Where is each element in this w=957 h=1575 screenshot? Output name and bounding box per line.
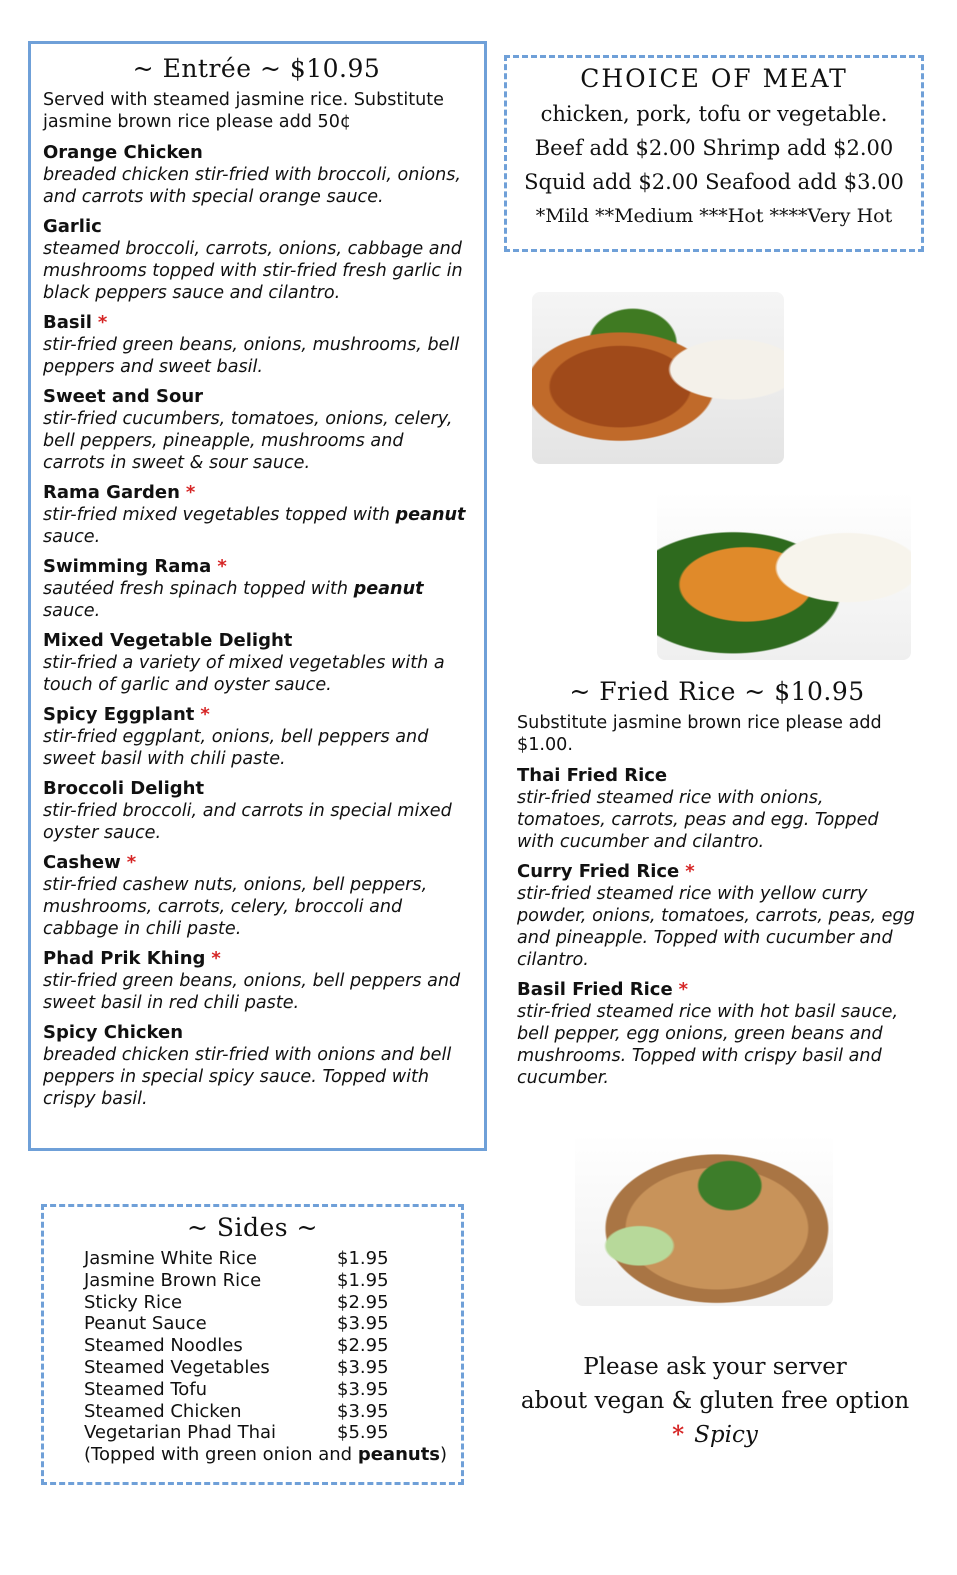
menu-item-description: stir-fried eggplant, onions, bell peppers and sweet basil with chili paste. <box>43 727 429 769</box>
menu-item-name <box>517 861 917 883</box>
menu-item-name <box>43 556 470 578</box>
menu-item-description: stir-fried a variety of mixed vegetables with a touch of garlic and oyster sauce. <box>43 653 445 695</box>
menu-item-name <box>43 778 470 800</box>
menu-item <box>43 482 470 548</box>
menu-item-name <box>517 979 917 1001</box>
menu-item-name <box>43 852 470 874</box>
food-photo-thai-fried-rice <box>575 1134 833 1306</box>
spicy-star-icon: * <box>217 556 227 577</box>
menu-item <box>43 556 470 622</box>
meat-upcharge-1: Beef add $2.00 Shrimp add $2.00 <box>534 136 894 160</box>
menu-item-name <box>43 948 470 970</box>
spicy-star-icon: * <box>185 482 196 503</box>
menu-item-name-text: Thai Fried Rice <box>517 765 668 786</box>
menu-item <box>43 852 470 940</box>
side-item <box>84 1270 461 1292</box>
menu-item <box>43 704 470 770</box>
menu-item-description <box>43 578 470 622</box>
menu-item <box>43 216 470 304</box>
menu-item-description: stir-fried cashew nuts, onions, bell peppers, mushrooms, carrots, celery, broccoli and cabbage in chili paste. <box>43 875 428 939</box>
menu-item-description: steamed broccoli, carrots, onions, cabbage and mushrooms topped with stir-fried fresh garlic in black peppers sauce and cilantro. <box>43 239 463 303</box>
menu-item-name-text: Mixed Vegetable Delight <box>43 630 293 651</box>
menu-item-name <box>43 482 470 504</box>
spicy-label: Spicy <box>694 1422 758 1448</box>
menu-item-name <box>43 704 470 726</box>
menu-item-description: stir-fried steamed rice with hot basil sauce, bell pepper, egg onions, green beans and mushrooms. Topped with crispy basil and cucumber. <box>517 1002 899 1088</box>
menu-item <box>43 630 470 696</box>
side-item-name: Jasmine Brown Rice <box>84 1269 262 1291</box>
sides-note-text: (Topped with green onion and <box>84 1444 358 1466</box>
menu-item-name-text: Orange Chicken <box>43 142 203 163</box>
side-item-price: $3.95 <box>337 1400 389 1422</box>
menu-item <box>43 1022 470 1110</box>
side-item-price: $1.95 <box>337 1269 389 1291</box>
spicy-star-icon: * <box>678 979 689 1000</box>
choice-of-meat-box <box>504 55 924 252</box>
menu-item-description: stir-fried broccoli, and carrots in special mixed oyster sauce. <box>43 801 452 843</box>
meat-title: CHOICE OF MEAT <box>580 64 848 93</box>
side-item <box>84 1248 461 1270</box>
menu-item-name-text: Rama Garden <box>43 482 180 503</box>
side-item-price: $1.95 <box>337 1248 389 1269</box>
menu-item-name-text: Cashew <box>43 852 121 873</box>
menu-item-name-text: Broccoli Delight <box>43 778 205 799</box>
menu-item <box>43 948 470 1014</box>
food-photo-basil-chicken <box>532 292 784 464</box>
menu-item-name-text: Curry Fried Rice <box>517 861 680 882</box>
vegan-note-line-2: about vegan & gluten free option <box>520 1388 910 1414</box>
side-item <box>84 1357 461 1379</box>
side-item-name: Peanut Sauce <box>84 1313 207 1335</box>
meat-options: chicken, pork, tofu or vegetable. <box>540 102 888 126</box>
menu-item-name-text: Phad Prik Khing <box>43 948 206 969</box>
side-item-price: $3.95 <box>337 1378 389 1400</box>
side-item-name: Steamed Chicken <box>84 1400 242 1422</box>
menu-item-description: stir-fried steamed rice with onions, tomatoes, carrots, peas and egg. Topped with cucumber and cilantro. <box>517 788 879 852</box>
entree-intro: Served with steamed jasmine rice. Substitute jasmine brown rice please add 50¢ <box>43 90 444 132</box>
menu-item-name <box>43 142 470 164</box>
food-photo-swimming-rama <box>657 492 911 660</box>
fried-rice-title: ~ Fried Rice ~ $10.95 <box>569 677 865 706</box>
menu-item-description: breaded chicken stir-fried with onions and bell peppers in special spicy sauce. Topped with crispy basil. <box>43 1045 452 1109</box>
menu-item-name <box>43 630 470 652</box>
description-bold: peanut <box>353 579 424 599</box>
side-item-price: $3.95 <box>337 1356 389 1378</box>
side-item-name: Jasmine White Rice <box>84 1248 257 1269</box>
spicy-star-icon: * <box>672 1421 685 1448</box>
menu-item-description: stir-fried green beans, onions, bell peppers and sweet basil in red chili paste. <box>43 971 461 1013</box>
menu-item-name <box>43 1022 470 1044</box>
description-text: sauce. <box>43 601 101 621</box>
entree-title: ~ Entrée ~ $10.95 <box>132 54 381 83</box>
menu-item-description: stir-fried steamed rice with yellow curry powder, onions, tomatoes, carrots, peas, egg and pineapple. Topped with cucumber and cilantro. <box>517 884 915 970</box>
spicy-star-icon: * <box>126 852 137 873</box>
menu-item-name <box>43 312 470 334</box>
meat-upcharge-2: Squid add $2.00 Seafood add $3.00 <box>524 170 904 194</box>
menu-item <box>517 765 917 853</box>
description-text: stir-fried mixed vegetables topped with <box>43 505 396 525</box>
vegan-note-line-1: Please ask your server <box>583 1354 847 1380</box>
sides-note-end: ) <box>440 1444 448 1466</box>
menu-item-description: stir-fried green beans, onions, mushrooms, bell peppers and sweet basil. <box>43 335 460 377</box>
spicy-star-icon: * <box>211 948 221 969</box>
side-item <box>84 1379 461 1401</box>
menu-item-name <box>43 386 470 408</box>
menu-item-name-text: Swimming Rama <box>43 556 212 577</box>
menu-item-name-text: Spicy Eggplant <box>43 704 195 725</box>
menu-item <box>43 778 470 844</box>
spicy-star-icon: * <box>97 312 108 333</box>
fried-rice-section <box>517 675 917 1097</box>
menu-item-name-text: Garlic <box>43 216 102 237</box>
side-item-price: $3.95 <box>337 1313 389 1335</box>
description-bold: peanut <box>395 505 466 525</box>
menu-item-description: breaded chicken stir-fried with broccoli, onions, and carrots with special orange sauce. <box>43 165 462 207</box>
description-text: sautéed fresh spinach topped with <box>43 579 354 599</box>
sides-title: ~ Sides ~ <box>186 1213 319 1242</box>
spicy-star-icon: * <box>685 861 695 882</box>
sides-note-bold: peanuts <box>357 1444 441 1466</box>
spicy-star-icon: * <box>200 704 210 725</box>
spice-level-legend: *Mild **Medium ***Hot ****Very Hot <box>535 205 893 227</box>
fried-rice-dish-list <box>517 765 917 1089</box>
fried-rice-intro: Substitute jasmine brown rice please add $1.00. <box>517 713 882 755</box>
side-item-name: Vegetarian Phad Thai <box>84 1422 277 1444</box>
menu-item-description: stir-fried cucumbers, tomatoes, onions, celery, bell peppers, pineapple, mushrooms and carrots in sweet & sour sauce. <box>43 409 453 473</box>
entree-dish-list <box>43 142 470 1110</box>
sides-section <box>41 1204 464 1485</box>
side-item-price: $2.95 <box>337 1335 389 1357</box>
sides-list <box>84 1248 461 1444</box>
menu-item <box>517 861 917 971</box>
spicy-legend <box>505 1418 925 1452</box>
menu-item-name-text: Spicy Chicken <box>43 1022 184 1043</box>
menu-item <box>517 979 917 1089</box>
menu-item-name-text: Sweet and Sour <box>43 386 204 407</box>
menu-item-name-text: Basil <box>43 312 92 333</box>
side-item-name: Steamed Vegetables <box>84 1356 270 1378</box>
menu-item <box>43 312 470 378</box>
menu-item-name <box>43 216 470 238</box>
side-item <box>84 1401 461 1423</box>
side-item-price: $2.95 <box>337 1291 389 1313</box>
side-item <box>84 1422 461 1444</box>
menu-item <box>43 386 470 474</box>
menu-item-description <box>43 504 470 548</box>
vegan-note <box>505 1350 925 1452</box>
side-item-price: $5.95 <box>337 1422 389 1444</box>
side-item-name: Steamed Noodles <box>84 1335 243 1357</box>
side-item-name: Steamed Tofu <box>84 1378 208 1400</box>
side-item <box>84 1335 461 1357</box>
entree-section <box>28 41 487 1151</box>
sides-note <box>84 1444 461 1466</box>
menu-item <box>43 142 470 208</box>
description-text: sauce. <box>43 527 101 547</box>
side-item <box>84 1313 461 1335</box>
menu-item-name <box>517 765 917 787</box>
side-item-name: Sticky Rice <box>84 1291 183 1313</box>
side-item <box>84 1292 461 1314</box>
menu-item-name-text: Basil Fried Rice <box>517 979 673 1000</box>
